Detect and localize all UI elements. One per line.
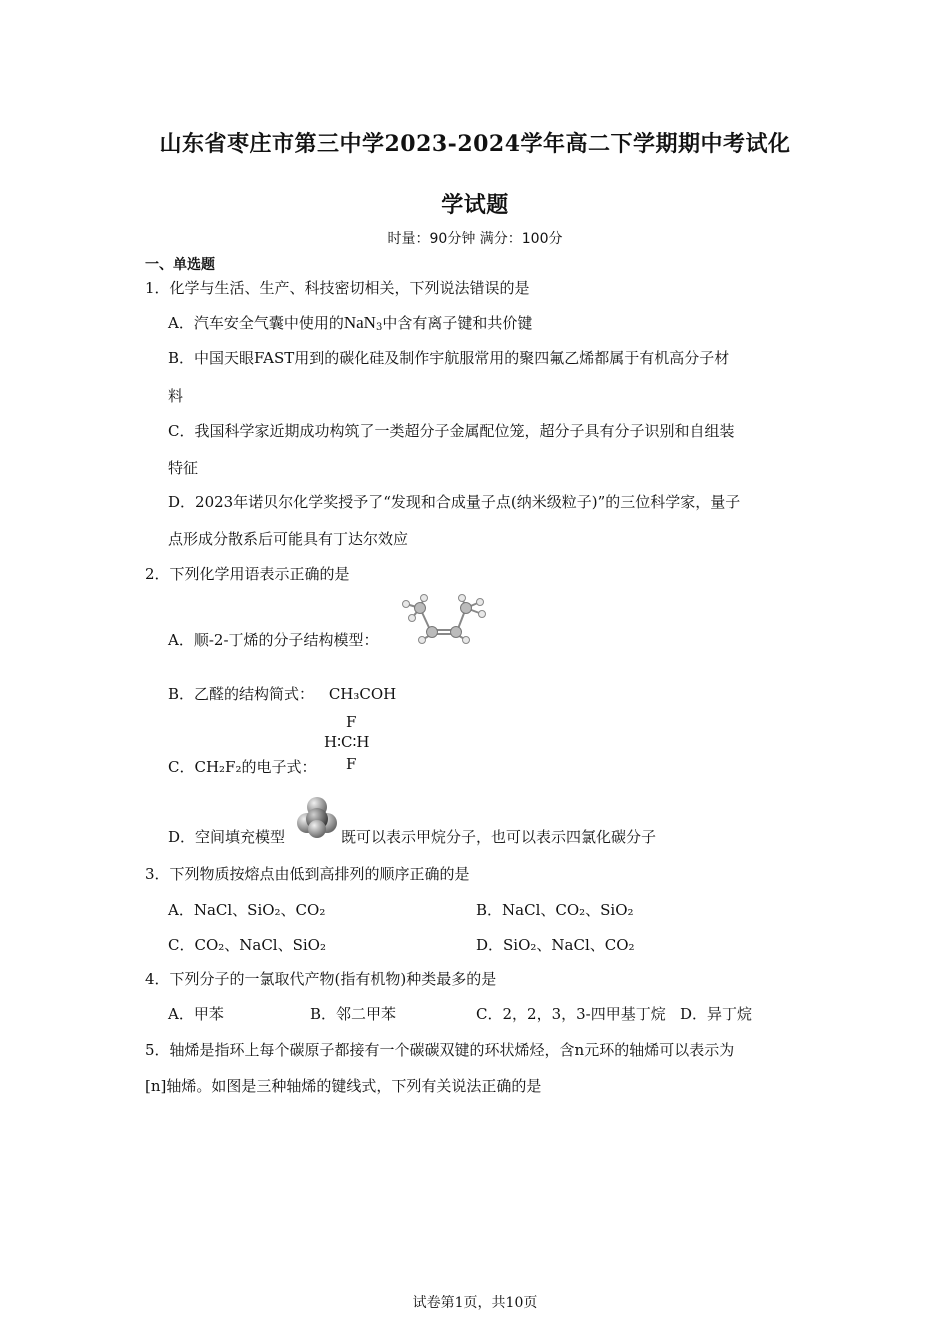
q2-option-d-text: D．空间填充模型 — [168, 828, 286, 846]
q1-option-b-line1: B．中国天眼FAST用到的碳化硅及制作宇航服常用的聚四氟乙烯都属于有机高分子材 — [168, 349, 730, 367]
page-title-line2: 学试题 — [441, 192, 509, 218]
q1-option-a-sub: 3 — [375, 322, 383, 333]
q2-option-c: C．CH₂F₂的电子式： — [168, 758, 317, 776]
q1-option-a — [168, 312, 532, 333]
q4-stem: 4．下列分子的一氯取代产物(指有机物)种类最多的是 — [145, 970, 497, 988]
page-footer: 试卷第1页，共10页 — [412, 1295, 538, 1311]
q1-option-d-line1: D．2023年诺贝尔化学奖授予了“发现和合成量子点(纳米级粒子)”的三位科学家，量子 — [168, 493, 741, 511]
electron-formula-middle: H∶C∶H — [324, 733, 370, 751]
q3-option-d: D．SiO₂、NaCl、CO₂ — [476, 936, 635, 954]
q2-option-d — [168, 826, 285, 847]
q2-option-b-text: B．乙醛的结构简式： — [168, 685, 315, 703]
electron-formula-top: F — [346, 713, 357, 731]
q2-stem: 2．下列化学用语表示正确的是 — [145, 565, 350, 583]
q1-option-c-line2: 特征 — [168, 459, 199, 477]
q1-option-a-formula: NaN — [343, 313, 376, 332]
q1-option-b-line2: 料 — [168, 387, 184, 405]
electron-formula-bottom: F — [346, 755, 357, 773]
q5-stem-line1: 5．轴烯是指环上每个碳原子都接有一个碳碳双键的环状烯烃，含n元环的轴烯可以表示为 — [145, 1041, 735, 1059]
space-filling-model-image — [296, 797, 338, 839]
q1-stem: 1．化学与生活、生产、科技密切相关，下列说法错误的是 — [145, 279, 530, 297]
page-title-line1: 山东省枣庄市第三中学2023-2024学年高二下学期期中考试化 — [159, 131, 791, 157]
exam-meta: 时量：90分钟 满分：100分 — [387, 231, 563, 247]
q2-option-d-post: 既可以表示甲烷分子，也可以表示四氯化碳分子 — [341, 828, 657, 846]
q1-option-c-line1: C．我国科学家近期成功构筑了一类超分子金属配位笼，超分子具有分子识别和自组装 — [168, 422, 735, 440]
q2-option-b-formula: CH₃COH — [328, 685, 397, 703]
q1-option-a-text: A．汽车安全气囊中使用的 — [168, 314, 344, 332]
q4-option-c: C．2，2，3，3-四甲基丁烷 — [476, 1005, 666, 1023]
q3-stem: 3．下列物质按熔点由低到高排列的顺序正确的是 — [145, 865, 470, 883]
q5-stem-line2: [n]轴烯。如图是三种轴烯的键线式，下列有关说法正确的是 — [145, 1077, 542, 1095]
q3-option-a: A．NaCl、SiO₂、CO₂ — [168, 901, 326, 919]
q1-option-a-text-post: 中含有离子键和共价键 — [382, 314, 533, 332]
q2-option-b — [168, 683, 396, 704]
q2-option-a: A．顺-2-丁烯的分子结构模型： — [168, 631, 379, 649]
section-heading: 一、单选题 — [145, 257, 215, 273]
q3-option-b: B．NaCl、CO₂、SiO₂ — [476, 901, 634, 919]
q4-option-b: B．邻二甲苯 — [310, 1005, 397, 1023]
q4-option-d: D．异丁烷 — [680, 1005, 753, 1023]
q4-option-a: A．甲苯 — [168, 1005, 224, 1023]
cis-2-butene-ball-stick-model — [398, 594, 494, 646]
q1-option-d-line2: 点形成分散系后可能具有丁达尔效应 — [168, 530, 409, 548]
q3-option-c: C．CO₂、NaCl、SiO₂ — [168, 936, 326, 954]
